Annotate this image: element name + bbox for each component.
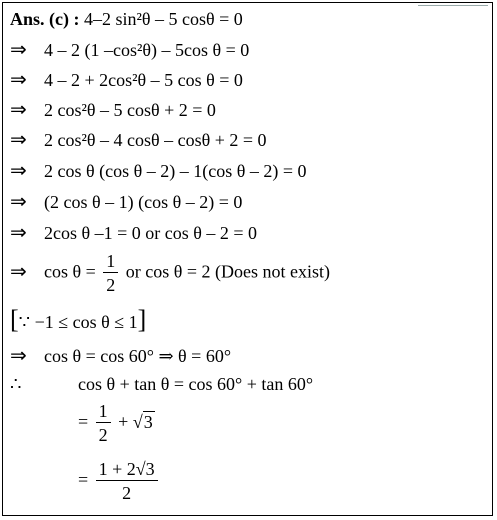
radicand: 3 (143, 411, 153, 432)
line-3-text: 4 – 2 + 2cos²θ – 5 cos θ = 0 (44, 70, 243, 90)
fraction-numerator: 1 + 2√3 (96, 458, 158, 481)
line-4 (10, 98, 216, 121)
sqrt-three (133, 411, 155, 433)
plus-sign: + (118, 411, 129, 432)
line-8 (10, 221, 257, 244)
implies-arrow-icon: ⇒ (10, 343, 27, 367)
equals-sign: = (78, 469, 89, 490)
implies-arrow-icon: ⇒ (10, 220, 27, 244)
line-8-text: 2cos θ –1 = 0 or cos θ – 2 = 0 (44, 223, 258, 243)
line-11 (10, 344, 231, 367)
line-10-text: ∵ −1 ≤ cos θ ≤ 1 (18, 312, 138, 332)
implies-arrow-icon: ⇒ (10, 127, 27, 151)
implies-arrow-icon: ⇒ (10, 97, 27, 121)
line-7 (10, 190, 242, 213)
implies-arrow-icon: ⇒ (10, 37, 27, 61)
line-3 (10, 68, 243, 91)
radical-icon: √ (132, 411, 143, 432)
line-9 (10, 250, 330, 297)
line-1-text: 4–2 sin²θ – 5 cosθ = 0 (84, 9, 243, 29)
fraction-denominator: 2 (122, 483, 132, 503)
implies-arrow-icon: ⇒ (10, 189, 27, 213)
line-5 (10, 128, 267, 151)
right-bracket-icon: ] (137, 305, 147, 334)
line-9-left: cos θ = (44, 261, 96, 282)
line-6-text: 2 cos θ (cos θ – 2) – 1(cos θ – 2) = 0 (44, 161, 307, 181)
line-2 (10, 38, 249, 61)
line-9-right: or cos θ = 2 (Does not exist) (125, 261, 331, 282)
therefore-icon: ∴ (10, 374, 22, 394)
fraction-denominator: 2 (98, 425, 108, 445)
fraction-one-half (96, 400, 111, 447)
fraction-numerator: 1 (96, 400, 111, 423)
line-ans (10, 8, 243, 30)
line-5-text: 2 cos²θ – 4 cosθ – cosθ + 2 = 0 (44, 130, 267, 150)
top-edge-mark (418, 0, 488, 6)
line-7-text: (2 cos θ – 1) (cos θ – 2) = 0 (44, 192, 243, 212)
line-10 (10, 307, 146, 333)
line-14 (78, 458, 161, 505)
fraction-one-half (103, 250, 118, 297)
left-bracket-icon: [ (10, 305, 19, 334)
implies-arrow-icon: ⇒ (10, 258, 27, 283)
fraction-denominator: 2 (106, 275, 116, 295)
equals-sign: = (78, 411, 89, 432)
line-11-text: cos θ = cos 60° ⇒ θ = 60° (44, 346, 232, 366)
line-12-text: cos θ + tan θ = cos 60° + tan 60° (78, 374, 314, 394)
implies-arrow-icon: ⇒ (10, 158, 27, 182)
line-12 (10, 373, 313, 395)
line-6 (10, 159, 306, 182)
implies-arrow-icon: ⇒ (10, 67, 27, 91)
fraction-final (96, 458, 158, 505)
line-2-text: 4 – 2 (1 –cos²θ) – 5cos θ = 0 (44, 40, 250, 60)
answer-label: Ans. (c) : (10, 9, 80, 29)
line-13 (78, 400, 155, 447)
fraction-numerator: 1 (103, 250, 118, 273)
line-4-text: 2 cos²θ – 5 cosθ + 2 = 0 (44, 100, 216, 120)
